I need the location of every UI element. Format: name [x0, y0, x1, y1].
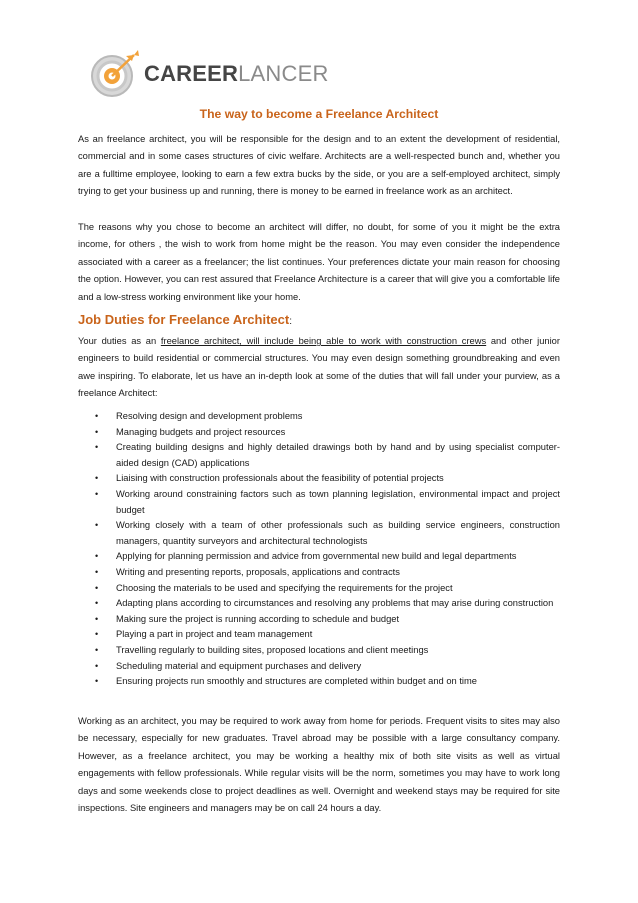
list-item-text: Playing a part in project and team management: [116, 629, 313, 640]
bullet-icon: •: [95, 598, 99, 609]
target-logo-icon: [88, 46, 142, 100]
bullet-icon: •: [95, 473, 99, 484]
list-item-text: Making sure the project is running according to schedule and budget: [116, 613, 400, 624]
bullet-icon: •: [95, 442, 99, 453]
list-item-text: Ensuring projects run smoothly and structures are completed within budget and on time: [116, 676, 477, 687]
list-item-text: Creating building designs and highly detailed drawings both by hand and by using specialist computer-aided design (CAD) applications: [116, 442, 560, 468]
bullet-icon: •: [95, 411, 99, 421]
section-heading-colon: :: [289, 316, 292, 327]
list-item: [78, 440, 560, 471]
bullet-icon: •: [95, 488, 99, 499]
list-item: [78, 549, 560, 565]
list-item-text: Applying for planning permission and advice from governmental new build and legal departments: [116, 551, 517, 562]
list-item: [78, 643, 560, 659]
list-item: [78, 612, 560, 628]
list-item-text: Adapting plans according to circumstances and resolving any problems that may arise during construction: [116, 598, 554, 609]
intro-paragraph: As an freelance architect, you will be responsible for the design and to an extent the development of residential, commercial and in some cases structures of civic welfare. Architects are a well-respected bunch and, whether you are a fulltime employee, looking to earn a few extra bucks by the side, or you are a self-employed architect, simply trying to get your business up and running, there is money to be earned in freelance work as an architect.: [78, 134, 560, 197]
duties-intro-before: Your duties as an: [78, 336, 161, 346]
bullet-icon: •: [95, 644, 99, 655]
list-item: [78, 596, 560, 612]
list-item: [78, 659, 560, 675]
list-item: [78, 627, 560, 643]
reasons-paragraph: The reasons why you chose to become an architect will differ, no doubt, for some of you it might be the extra income, for others , the wish to work from home might be the reason. You may even consider the independence associated with a career as a freelancer; the list continues. Your preferences dictate your main reason for choosing the option. However, you can rest assured that Freelance Architecture is a career that will give you a comfortable life and a low-stress working environment like your home.: [78, 222, 560, 302]
list-item: [78, 565, 560, 581]
document-title: The way to become a Freelance Architect: [199, 107, 439, 121]
section-heading-text: Job Duties for Freelance Architect: [78, 312, 290, 327]
list-item: [78, 425, 560, 441]
bullet-icon: •: [95, 520, 99, 531]
brand-name-part1: CAREER: [144, 61, 239, 86]
list-item: [78, 518, 560, 549]
list-item-text: Working around constraining factors such as town planning legislation, environmental impact and project budget: [116, 488, 560, 515]
careerlancer-logo: [88, 46, 329, 100]
working-conditions-paragraph: Working as an architect, you may be required to work away from home for periods. Frequent visits to sites may also be necessary, especially for new graduates. Travel abroad may be possible with a large consultancy company. However, as a freelance architect, you may be working a healthy mix of both site visits as well as virtual engagements with fellow professionals. While regular visits will be the norm, sometimes you may have to work long days and some weekends close to project deadlines as well. Overnight and weekend stays may be required for site inspections. Site engineers and managers may be on call 24 hours a day.: [78, 716, 560, 814]
duties-list: [78, 409, 560, 690]
bullet-icon: •: [95, 629, 99, 640]
bullet-icon: •: [95, 551, 99, 562]
list-item-text: Resolving design and development problems: [116, 411, 303, 421]
list-item-text: Writing and presenting reports, proposals, applications and contracts: [116, 566, 400, 577]
list-item-text: Scheduling material and equipment purchases and delivery: [116, 660, 362, 671]
duties-intro-link[interactable]: freelance architect, will include being able to work with construction crews: [160, 336, 487, 346]
bullet-icon: •: [95, 676, 99, 687]
duties-intro-after: and other junior engineers to build residential or commercial structures. You may even design something groundbreaking and even awe inspiring. To elaborate, let us have an in-depth look at some of the duties that will fall under your purview, as a freelance Architect:: [78, 336, 560, 399]
list-item: [78, 409, 560, 425]
list-item-text: Choosing the materials to be used and specifying the requirements for the project: [116, 582, 453, 593]
section-heading: [78, 311, 292, 331]
bullet-icon: •: [95, 426, 99, 437]
list-item-text: Working closely with a team of other professionals such as building service engineers, construction managers, quantity surveyors and architectural technologists: [116, 520, 560, 546]
list-item-text: Travelling regularly to building sites, proposed locations and client meetings: [116, 644, 429, 655]
bullet-icon: •: [95, 660, 99, 671]
bullet-icon: •: [95, 582, 99, 593]
duties-intro-paragraph: [78, 333, 560, 403]
bullet-icon: •: [95, 613, 99, 624]
list-item: [78, 471, 560, 487]
bullet-icon: •: [95, 566, 99, 577]
brand-name: [144, 61, 329, 87]
list-item: [78, 487, 560, 518]
brand-name-part2: LANCER: [238, 61, 329, 86]
list-item-text: Liaising with construction professionals about the feasibility of potential projects: [116, 473, 444, 484]
list-item: [78, 674, 560, 690]
list-item: [78, 581, 560, 597]
list-item-text: Managing budgets and project resources: [116, 426, 286, 437]
